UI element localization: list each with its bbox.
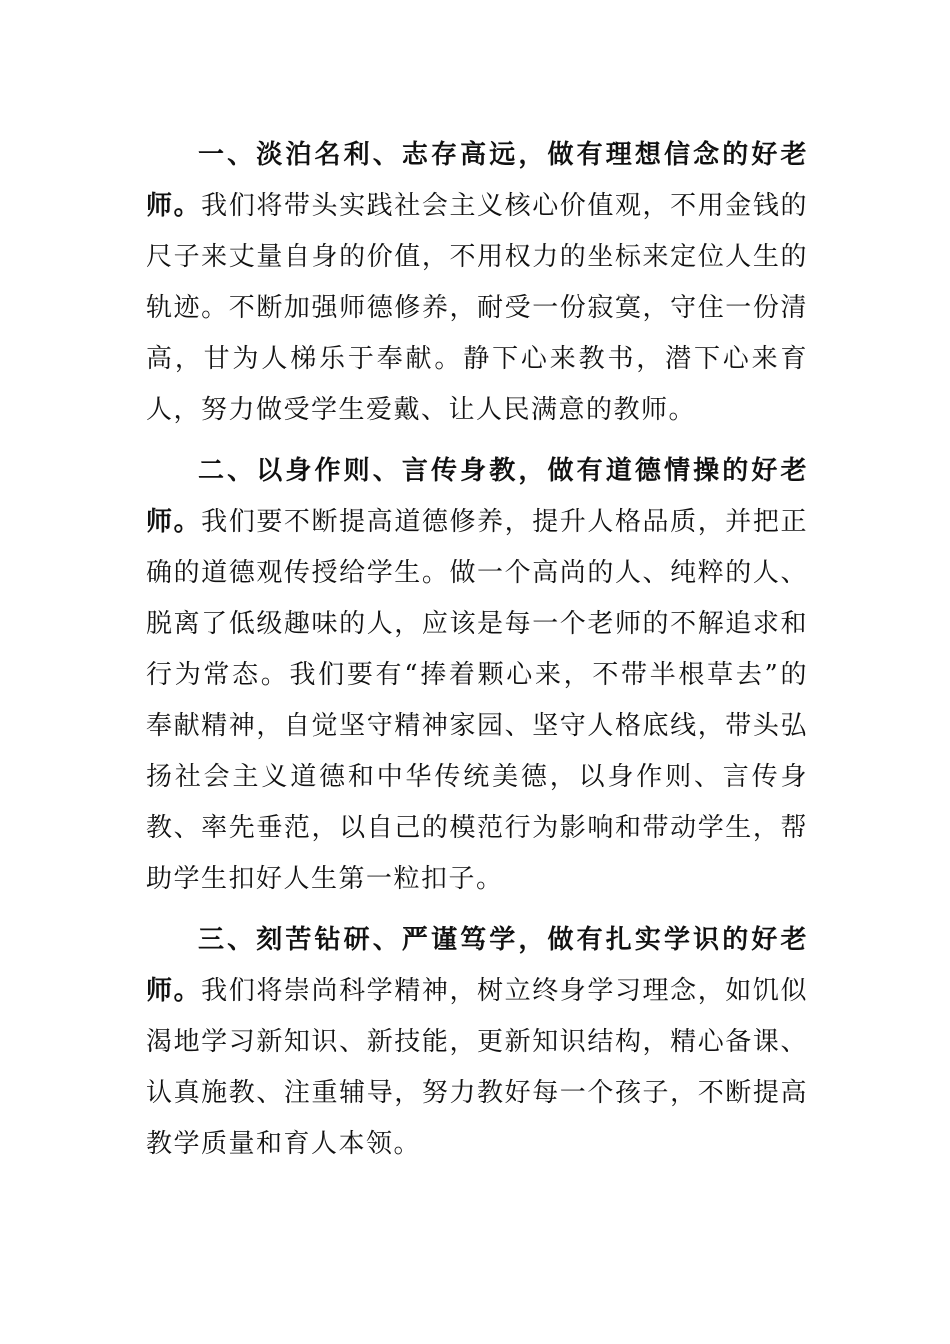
paragraph-knowledge [146,915,808,1170]
paragraph-body: 我们要不断提高道德修养，提升人格品质，并把正确的道德观传授给学生。做一个高尚的人、纯粹的人、脱离了低级趣味的人，应该是每一个老师的不解追求和行为常态。我们要有“捧着颗心来，不带半根草去”的奉献精神，自觉坚守精神家园、坚守人格底线，带头弘扬社会主义道德和中华传统美德，以身作则、言传身教、率先垂范，以自己的模范行为影响和带动学生，帮助学生扣好人生第一粒扣子。 [146,507,808,894]
paragraph-heading: 三、刻苦钻研、严谨笃学，做有扎实学识的好老师。 [146,925,808,1006]
paragraph-morality [146,446,808,905]
paragraph-heading: 二、以身作则、言传身教，做有道德情操的好老师。 [146,456,808,537]
document-body [146,130,808,1170]
paragraph-heading: 一、淡泊名利、志存高远，做有理想信念的好老师。 [146,140,808,221]
paragraph-body: 我们将崇尚科学精神，树立终身学习理念，如饥似渴地学习新知识、新技能，更新知识结构，精心备课、认真施教、注重辅导，努力教好每一个孩子，不断提高教学质量和育人本领。 [146,976,808,1159]
paragraph-body: 我们将带头实践社会主义核心价值观，不用金钱的尺子来丈量自身的价值，不用权力的坐标来定位人生的轨迹。不断加强师德修养，耐受一份寂寞，守住一份清高，甘为人梯乐于奉献。静下心来教书，潜下心来育人，努力做受学生爱戴、让人民满意的教师。 [146,191,808,425]
paragraph-ideals [146,130,808,436]
